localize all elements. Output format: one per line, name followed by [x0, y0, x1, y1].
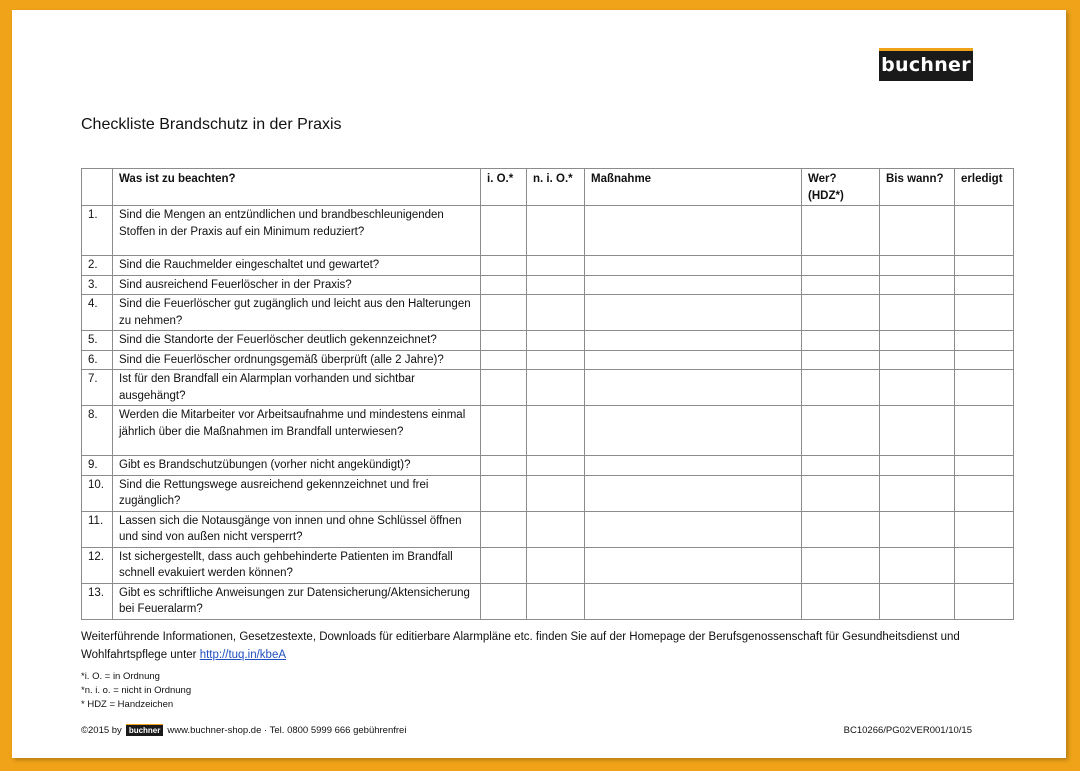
footnote-io: *i. O. = in Ordnung	[81, 671, 160, 682]
wer-cell[interactable]	[802, 547, 880, 583]
footnote-nio: *n. i. o. = nicht in Ordnung	[81, 685, 192, 696]
nio-cell[interactable]	[527, 475, 585, 511]
header-bis: Bis wann?	[880, 169, 955, 206]
io-cell[interactable]	[481, 511, 527, 547]
table-row	[82, 547, 1014, 583]
bis-cell[interactable]	[880, 295, 955, 331]
io-cell[interactable]	[481, 547, 527, 583]
table-row	[82, 511, 1014, 547]
header-wer-line1: Wer?	[808, 173, 837, 185]
row-number: 9.	[82, 456, 113, 476]
header-erledigt: erledigt	[955, 169, 1014, 206]
footer-copyright: ©2015 by	[81, 724, 122, 736]
row-number: 6.	[82, 350, 113, 370]
info-text: Weiterführende Informationen, Gesetzestexte, Downloads für editierbare Alarmpläne etc. finden Sie auf der Homepage der Berufsgenossenschaft für Gesundheitsdienst und Wohlfahrtspflege unter	[81, 631, 960, 661]
header-wer	[802, 169, 880, 206]
nio-cell[interactable]	[527, 206, 585, 256]
row-number: 11.	[82, 511, 113, 547]
header-massnahme: Maßnahme	[585, 169, 802, 206]
row-number: 10.	[82, 475, 113, 511]
massnahme-cell[interactable]	[585, 370, 802, 406]
row-question: Sind ausreichend Feuerlöscher in der Praxis?	[113, 275, 481, 295]
nio-cell[interactable]	[527, 370, 585, 406]
bis-cell[interactable]	[880, 331, 955, 351]
header-question: Was ist zu beachten?	[113, 169, 481, 206]
footnote-hdz: * HDZ = Handzeichen	[81, 699, 174, 710]
table-header-row	[82, 169, 1014, 206]
erledigt-cell[interactable]	[955, 511, 1014, 547]
io-cell[interactable]	[481, 456, 527, 476]
io-cell[interactable]	[481, 256, 527, 276]
row-number: 8.	[82, 406, 113, 456]
wer-cell[interactable]	[802, 206, 880, 256]
massnahme-cell[interactable]	[585, 256, 802, 276]
row-number: 2.	[82, 256, 113, 276]
massnahme-cell[interactable]	[585, 295, 802, 331]
row-number: 7.	[82, 370, 113, 406]
bis-cell[interactable]	[880, 456, 955, 476]
erledigt-cell[interactable]	[955, 370, 1014, 406]
header-io: i. O.*	[481, 169, 527, 206]
massnahme-cell[interactable]	[585, 456, 802, 476]
table-row	[82, 256, 1014, 276]
table-row	[82, 456, 1014, 476]
io-cell[interactable]	[481, 475, 527, 511]
nio-cell[interactable]	[527, 275, 585, 295]
table-row	[82, 331, 1014, 351]
table-row	[82, 275, 1014, 295]
io-cell[interactable]	[481, 206, 527, 256]
row-question: Ist sichergestellt, dass auch gehbehinderte Patienten im Brandfall schnell evakuiert werden können?	[113, 547, 481, 583]
erledigt-cell[interactable]	[955, 547, 1014, 583]
bis-cell[interactable]	[880, 511, 955, 547]
wer-cell[interactable]	[802, 456, 880, 476]
erledigt-cell[interactable]	[955, 583, 1014, 619]
nio-cell[interactable]	[527, 583, 585, 619]
nio-cell[interactable]	[527, 456, 585, 476]
wer-cell[interactable]	[802, 295, 880, 331]
massnahme-cell[interactable]	[585, 331, 802, 351]
bis-cell[interactable]	[880, 206, 955, 256]
wer-cell[interactable]	[802, 406, 880, 456]
bis-cell[interactable]	[880, 583, 955, 619]
io-cell[interactable]	[481, 350, 527, 370]
table-row	[82, 406, 1014, 456]
io-cell[interactable]	[481, 295, 527, 331]
nio-cell[interactable]	[527, 256, 585, 276]
row-number: 4.	[82, 295, 113, 331]
footer-contact: www.buchner-shop.de · Tel. 0800 5999 666 gebührenfrei	[167, 724, 407, 736]
footer-left	[81, 724, 406, 736]
bis-cell[interactable]	[880, 406, 955, 456]
nio-cell[interactable]	[527, 406, 585, 456]
table-row	[82, 350, 1014, 370]
bis-cell[interactable]	[880, 350, 955, 370]
erledigt-cell[interactable]	[955, 406, 1014, 456]
row-question: Werden die Mitarbeiter vor Arbeitsaufnahme und mindestens einmal jährlich über die Maßnahmen im Brandfall unterwiesen?	[113, 406, 481, 456]
footer-buchner-logo: buchner	[126, 724, 164, 736]
io-cell[interactable]	[481, 406, 527, 456]
wer-cell[interactable]	[802, 350, 880, 370]
io-cell[interactable]	[481, 370, 527, 406]
wer-cell[interactable]	[802, 256, 880, 276]
document-page	[12, 10, 1066, 758]
erledigt-cell[interactable]	[955, 206, 1014, 256]
nio-cell[interactable]	[527, 331, 585, 351]
row-number: 3.	[82, 275, 113, 295]
row-question: Sind die Feuerlöscher gut zugänglich und leicht aus den Halterungen zu nehmen?	[113, 295, 481, 331]
row-question: Ist für den Brandfall ein Alarmplan vorhanden und sichtbar ausgehängt?	[113, 370, 481, 406]
row-question: Sind die Feuerlöscher ordnungsgemäß überprüft (alle 2 Jahre)?	[113, 350, 481, 370]
nio-cell[interactable]	[527, 547, 585, 583]
io-cell[interactable]	[481, 331, 527, 351]
nio-cell[interactable]	[527, 295, 585, 331]
footer-document-code: BC10266/PG02VER001/10/15	[843, 724, 972, 736]
table-row	[82, 295, 1014, 331]
row-question: Sind die Mengen an entzündlichen und brandbeschleunigenden Stoffen in der Praxis auf ein Minimum reduziert?	[113, 206, 481, 256]
header-wer-line2: (HDZ*)	[808, 189, 844, 202]
page-footer	[81, 724, 972, 736]
buchner-logo: buchner	[879, 48, 973, 81]
table-row	[82, 475, 1014, 511]
io-cell[interactable]	[481, 275, 527, 295]
erledigt-cell[interactable]	[955, 295, 1014, 331]
wer-cell[interactable]	[802, 331, 880, 351]
row-question: Sind die Rauchmelder eingeschaltet und gewartet?	[113, 256, 481, 276]
table-row	[82, 583, 1014, 619]
bis-cell[interactable]	[880, 256, 955, 276]
row-question: Gibt es schriftliche Anweisungen zur Datensicherung/Aktensicherung bei Feueralarm?	[113, 583, 481, 619]
bis-cell[interactable]	[880, 475, 955, 511]
massnahme-cell[interactable]	[585, 475, 802, 511]
row-number: 13.	[82, 583, 113, 619]
massnahme-cell[interactable]	[585, 206, 802, 256]
erledigt-cell[interactable]	[955, 456, 1014, 476]
io-cell[interactable]	[481, 583, 527, 619]
bis-cell[interactable]	[880, 275, 955, 295]
massnahme-cell[interactable]	[585, 275, 802, 295]
wer-cell[interactable]	[802, 275, 880, 295]
erledigt-cell[interactable]	[955, 256, 1014, 276]
info-paragraph	[81, 628, 981, 664]
bis-cell[interactable]	[880, 547, 955, 583]
nio-cell[interactable]	[527, 350, 585, 370]
massnahme-cell[interactable]	[585, 406, 802, 456]
table-row	[82, 206, 1014, 256]
footnotes	[81, 670, 191, 712]
nio-cell[interactable]	[527, 511, 585, 547]
wer-cell[interactable]	[802, 511, 880, 547]
massnahme-cell[interactable]	[585, 350, 802, 370]
row-number: 12.	[82, 547, 113, 583]
bis-cell[interactable]	[880, 370, 955, 406]
erledigt-cell[interactable]	[955, 275, 1014, 295]
row-question: Lassen sich die Notausgänge von innen und ohne Schlüssel öffnen und sind von außen nicht versperrt?	[113, 511, 481, 547]
wer-cell[interactable]	[802, 475, 880, 511]
massnahme-cell[interactable]	[585, 511, 802, 547]
row-number: 5.	[82, 331, 113, 351]
massnahme-cell[interactable]	[585, 583, 802, 619]
row-question: Gibt es Brandschutzübungen (vorher nicht angekündigt)?	[113, 456, 481, 476]
row-question: Sind die Standorte der Feuerlöscher deutlich gekennzeichnet?	[113, 331, 481, 351]
row-question: Sind die Rettungswege ausreichend gekennzeichnet und frei zugänglich?	[113, 475, 481, 511]
wer-cell[interactable]	[802, 583, 880, 619]
header-nio: n. i. O.*	[527, 169, 585, 206]
header-num	[82, 169, 113, 206]
row-number: 1.	[82, 206, 113, 256]
page-title: Checkliste Brandschutz in der Praxis	[81, 116, 342, 133]
erledigt-cell[interactable]	[955, 350, 1014, 370]
bgw-link[interactable]: http://tuq.in/kbeA	[199, 649, 287, 661]
wer-cell[interactable]	[802, 370, 880, 406]
table-row	[82, 370, 1014, 406]
erledigt-cell[interactable]	[955, 331, 1014, 351]
checklist-table	[81, 168, 1014, 620]
massnahme-cell[interactable]	[585, 547, 802, 583]
erledigt-cell[interactable]	[955, 475, 1014, 511]
